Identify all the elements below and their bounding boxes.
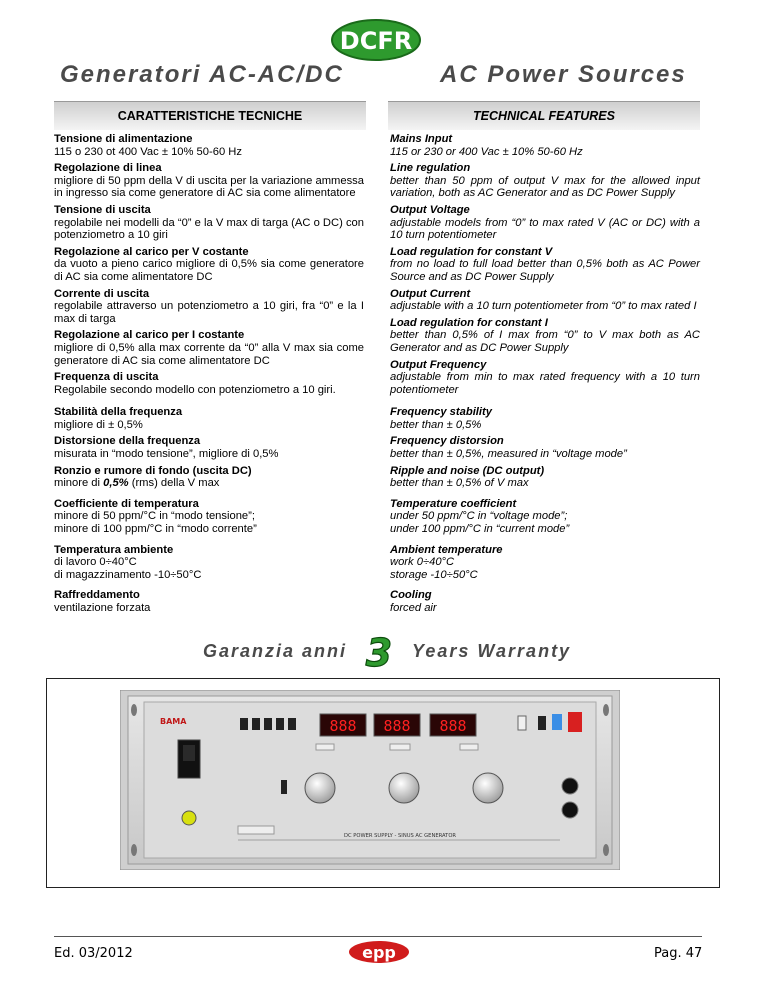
selector-switch — [518, 716, 526, 730]
title-italian: Generatori AC-AC/DC — [60, 61, 344, 88]
spec-text: adjustable with a 10 turn potentiometer from “0” to max rated I — [390, 300, 697, 313]
output-terminal — [562, 778, 578, 794]
spec-text: 115 or 230 or 400 Vac ± 10% 50-60 Hz — [390, 145, 583, 158]
panel-caption: DC POWER SUPPLY - SINUS AC GENERATOR — [343, 833, 457, 839]
spec-title: Line regulation — [390, 162, 471, 175]
spec-title: Ripple and noise (DC output) — [390, 464, 545, 477]
spec-item — [390, 435, 700, 460]
spec-title: Output Voltage — [390, 203, 470, 216]
spec-title: Temperature coefficient — [390, 497, 517, 510]
spec-text: adjustable models from “0” to max rated V (AC or DC) with a 10 turn potentiometer — [390, 216, 700, 242]
section-header-italian-label: CARATTERISTICHE TECNICHE — [117, 109, 303, 123]
spec-text-emphasis: 0,5% — [103, 477, 129, 490]
spec-text: from no load to full load better than 0,5% both as AC Power Source and as DC Power Supply — [390, 258, 700, 283]
spec-item — [390, 133, 700, 158]
footer-divider — [54, 936, 702, 937]
dcfr-logo — [330, 18, 422, 62]
epp-logo-text: epp — [362, 943, 396, 962]
spec-item — [390, 288, 700, 313]
spec-title: Output Frequency — [390, 358, 487, 371]
spec-item — [54, 371, 364, 396]
spec-item — [390, 544, 700, 582]
section-header-english — [388, 101, 700, 130]
spec-title: Ronzio e rumore di fondo (uscita DC) — [54, 464, 252, 477]
spec-text: 115 o 230 ot 400 Vac ± 10% 50-60 Hz — [54, 145, 242, 158]
spec-title: Load regulation for constant V — [390, 245, 553, 258]
footer-edition: Ed. 03/2012 — [54, 946, 133, 961]
spec-text: migliore di ± 0,5% — [54, 418, 143, 431]
voltage-knob — [305, 773, 335, 803]
spec-text: better than ± 0,5% — [390, 418, 482, 431]
selector-switch — [538, 716, 546, 730]
spec-item — [390, 359, 700, 397]
spec-item — [54, 406, 364, 431]
specs-english — [390, 133, 700, 619]
svg-text:888: 888 — [439, 717, 467, 735]
spec-item — [54, 204, 364, 242]
spec-item — [54, 133, 364, 158]
spec-item — [54, 465, 364, 490]
mounting-hole — [131, 844, 137, 856]
spec-text: better than ± 0,5%, measured in “voltage mode” — [390, 448, 627, 461]
spec-title: Distorsione della frequenza — [54, 435, 201, 448]
spec-item — [54, 162, 364, 200]
spec-item — [54, 288, 364, 326]
spec-title: Cooling — [390, 589, 432, 602]
spec-item — [390, 317, 700, 355]
spec-item — [390, 465, 700, 490]
spec-title: Regolazione al carico per I costante — [54, 329, 245, 342]
spec-text: misurata in “modo tensione”, migliore di 0,5% — [54, 448, 279, 461]
spec-text: better than 50 ppm of output V max for the allowed input variation, both as AC Generator and as DC Power Supply — [390, 174, 700, 200]
warranty-italian: Garanzia anni — [203, 641, 348, 661]
frequency-knob — [473, 773, 503, 803]
spec-title: Load regulation for constant I — [390, 316, 548, 329]
spec-text: migliore di 0,5% alla max corrente da “0” alla V max sia come generatore di AC sia come alimentatore DC — [54, 341, 364, 367]
output-button — [552, 714, 562, 730]
spec-item — [390, 498, 700, 536]
spec-text: regolabile attraverso un potenziometro a 10 giri, fra “0” e la I max di targa — [54, 300, 364, 325]
spec-title: Output Current — [390, 287, 471, 300]
spec-title: Stabilità della frequenza — [54, 406, 183, 419]
spec-text-part: (rms) della V max — [128, 477, 220, 490]
spec-text: ventilazione forzata — [54, 602, 151, 614]
spec-item — [390, 204, 700, 242]
mounting-hole — [603, 844, 609, 856]
epp-logo — [348, 938, 410, 964]
warranty-three-emblem — [352, 632, 406, 670]
specs-italian — [54, 133, 364, 619]
spec-title: Temperatura ambiente — [54, 543, 174, 556]
device-brand: BAMA — [160, 717, 187, 726]
dcfr-logo-text: DCFR — [339, 27, 413, 55]
spec-text: da vuoto a pieno carico migliore di 0,5% sia come generatore di AC sia come alimentatore DC — [54, 258, 364, 283]
spec-text-line2: di magazzinamento -10÷50°C — [54, 568, 202, 581]
power-supply-photo — [120, 690, 620, 870]
output-terminal — [562, 802, 578, 818]
warranty-number: 3 — [365, 632, 393, 670]
spec-text: di lavoro 0÷40°C — [54, 556, 137, 569]
spec-text: minore di 50 ppm/°C in “modo tensione”; — [54, 510, 255, 523]
svg-text:888: 888 — [329, 717, 357, 735]
spec-item — [390, 589, 700, 614]
current-knob — [389, 773, 419, 803]
title-english: AC Power Sources — [440, 61, 687, 88]
spec-title: Mains Input — [390, 133, 453, 145]
range-toggle — [281, 780, 287, 794]
spec-item — [54, 435, 364, 460]
emergency-button — [568, 712, 582, 732]
spec-text: regolabile nei modelli da “0” e la V max di targa (AC o DC) con potenziometro a 10 giri — [54, 216, 364, 242]
spec-item — [390, 246, 700, 284]
spec-title: Frequenza di uscita — [54, 371, 159, 384]
spec-text — [54, 477, 364, 490]
spec-title: Regolazione di linea — [54, 162, 162, 175]
warranty-english: Years Warranty — [412, 641, 572, 661]
spec-title: Ambient temperature — [390, 543, 503, 556]
spec-title: Corrente di uscita — [54, 287, 150, 300]
spec-text: better than 0,5% of I max from “0” to V max both as AC Generator and as DC Power Supply — [390, 329, 700, 354]
spec-title: Regolazione al carico per V costante — [54, 245, 249, 258]
spec-text: Regolabile secondo modello con potenziometro a 10 giri. — [54, 383, 336, 396]
power-indicator — [182, 811, 196, 825]
spec-title: Tensione di uscita — [54, 203, 151, 216]
spec-text: migliore di 50 ppm della V di uscita per la variazione ammessa in ingresso sia come generatore di AC sia come alimentatore — [54, 174, 364, 200]
spec-item — [54, 544, 364, 582]
spec-item — [54, 589, 364, 614]
mounting-hole — [131, 704, 137, 716]
page-number: Pag. 47 — [654, 946, 703, 961]
spec-text-line2: storage -10÷50°C — [390, 568, 478, 581]
spec-item — [54, 498, 364, 536]
spec-text: adjustable from min to max rated frequency with a 10 turn potentiometer — [390, 371, 700, 396]
spec-title: Frequency distorsion — [390, 435, 504, 448]
section-header-italian — [54, 101, 366, 130]
section-header-english-label: TECHNICAL FEATURES — [473, 109, 615, 123]
spec-text-line2: minore di 100 ppm/°C in “modo corrente” — [54, 523, 257, 536]
spec-text: forced air — [390, 602, 437, 614]
spec-item — [54, 246, 364, 284]
spec-title: Frequency stability — [390, 406, 492, 419]
spec-item — [54, 329, 364, 367]
spec-title: Tensione di alimentazione — [54, 133, 193, 145]
spec-title: Raffreddamento — [54, 589, 140, 602]
spec-title: Coefficiente di temperatura — [54, 497, 199, 510]
svg-text:888: 888 — [383, 717, 411, 735]
mounting-hole — [603, 704, 609, 716]
spec-text: under 50 ppm/°C in “voltage mode”; — [390, 510, 568, 523]
spec-item — [390, 406, 700, 431]
spec-text-part: minore di — [54, 477, 104, 490]
mains-switch-rocker — [183, 745, 195, 761]
spec-text: work 0÷40°C — [390, 556, 455, 569]
spec-text-line2: under 100 ppm/°C in “current mode” — [390, 523, 570, 536]
spec-item — [390, 162, 700, 200]
spec-text: better than ± 0,5% of V max — [390, 477, 529, 490]
